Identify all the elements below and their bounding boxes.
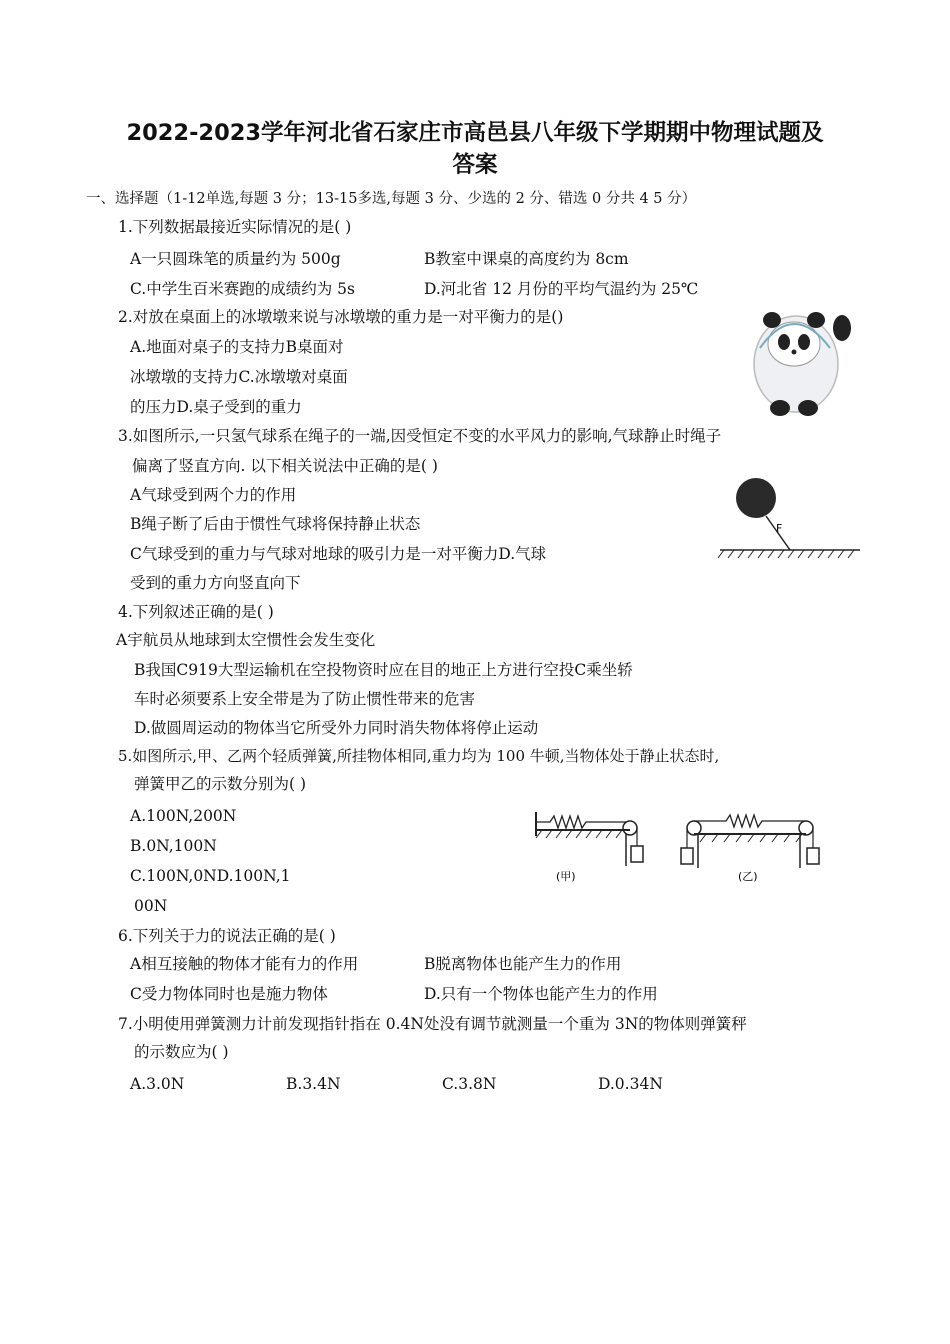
q4-stem: 4.下列叙述正确的是( ) (118, 603, 274, 621)
mascot-ear-right (807, 312, 825, 328)
q6-option-b: B脱离物体也能产生力的作用 (424, 955, 622, 973)
q7-option-c: C.3.8N (442, 1075, 497, 1093)
q1-option-c: C.中学生百米赛跑的成绩约为 5s (130, 280, 355, 298)
weight-right (807, 848, 819, 864)
q5-option-line-1: A.100N,200N (130, 807, 237, 825)
panda-mascot-figure (738, 298, 858, 418)
q5-stem-cont: 弹簧甲乙的示数分别为( ) (134, 775, 307, 793)
q1-stem: 1.下列数据最接近实际情况的是( ) (118, 218, 352, 236)
spring-figure-yi (676, 800, 832, 890)
weight-left (681, 848, 693, 864)
q4-option-d: D.做圆周运动的物体当它所受外力同时消失物体将停止运动 (134, 719, 539, 737)
q1-option-a: A一只圆珠笔的质量约为 500g (130, 250, 341, 268)
q3-option-d: 受到的重力方向竖直向下 (130, 574, 301, 592)
q4-option-a: A宇航员从地球到太空惯性会发生变化 (116, 631, 376, 649)
q6-stem: 6.下列关于力的说法正确的是( ) (118, 927, 336, 945)
mascot-nose (792, 350, 797, 355)
mascot-face (768, 322, 820, 366)
pulley (623, 821, 637, 835)
q7-option-b: B.3.4N (286, 1075, 341, 1093)
q6-option-c: C受力物体同时也是施力物体 (130, 985, 328, 1003)
q6-option-a: A相互接触的物体才能有力的作用 (130, 955, 359, 973)
force-label: F (776, 522, 783, 535)
q6-option-d: D.只有一个物体也能产生力的作用 (424, 985, 658, 1003)
q3-option-c: C气球受到的重力与气球对地球的吸引力是一对平衡力D.气球 (130, 545, 547, 563)
page-title-line-2: 答案 (452, 152, 498, 178)
q4-option-c: 车时必须要系上安全带是为了防止惯性带来的危害 (134, 690, 476, 708)
ground-hatch (718, 550, 854, 558)
q3-stem-cont: 偏离了竖直方向. 以下相关说法中正确的是( ) (132, 457, 438, 475)
mascot-leg-left (770, 400, 790, 416)
label-yi: (乙) (738, 870, 758, 883)
q7-stem: 7.小明使用弹簧测力计前发现指针指在 0.4N处没有调节就测量一个重为 3N的物体则弹簧秤 (118, 1015, 747, 1033)
weight (631, 846, 643, 862)
q7-option-d: D.0.34N (598, 1075, 663, 1093)
q5-stem: 5.如图所示,甲、乙两个轻质弹簧,所挂物体相同,重力均为 100 牛顿,当物体处于静止状态时, (118, 747, 720, 765)
page-title-line-1: 2022-2023学年河北省石家庄市高邑县八年级下学期期中物理试题及 (126, 120, 824, 146)
mascot-leg-right (798, 400, 818, 416)
label-jia: (甲) (556, 870, 576, 883)
balloon (736, 478, 776, 518)
pulley-right (799, 821, 813, 835)
q1-option-b: B教室中课桌的高度约为 8cm (424, 250, 629, 268)
q1-option-d: D.河北省 12 月份的平均气温约为 25℃ (424, 280, 699, 298)
mascot-arm-raised (833, 315, 851, 341)
mascot-ear-left (763, 312, 781, 328)
balloon-figure (716, 472, 862, 562)
spring-figure-jia (526, 800, 656, 890)
q2-options-line-1: A.地面对桌子的支持力B桌面对 (130, 338, 344, 356)
mascot-eye-left (778, 334, 790, 350)
q7-option-a: A.3.0N (130, 1075, 185, 1093)
q4-option-b: B我国C919大型运输机在空投物资时应在目的地正上方进行空投C乘坐轿 (134, 661, 633, 679)
pulley-left (687, 821, 701, 835)
q7-stem-cont: 的示数应为( ) (134, 1043, 229, 1061)
q2-options-line-3: 的压力D.桌子受到的重力 (130, 398, 302, 416)
q3-stem: 3.如图所示,一只氢气球系在绳子的一端,因受恒定不变的水平风力的影响,气球静止时绳子 (118, 427, 722, 445)
mascot-eye-right (798, 334, 810, 350)
q5-option-line-3: C.100N,0ND.100N,1 (130, 867, 291, 885)
q2-options-line-2: 冰墩墩的支持力C.冰墩墩对桌面 (130, 368, 348, 386)
spring (536, 816, 626, 828)
section-header: 一、选择题（1-12单选,每题 3 分；13-15多选,每题 3 分、少选的 2 分、错选 0 分共 4 5 分） (86, 191, 697, 207)
spring (694, 815, 806, 827)
q2-stem: 2.对放在桌面上的冰墩墩来说与冰墩墩的重力是一对平衡力的是() (118, 308, 564, 326)
q3-option-a: A气球受到两个力的作用 (130, 486, 297, 504)
q3-option-b: B绳子断了后由于惯性气球将保持静止状态 (130, 515, 421, 533)
q5-option-line-4: 00N (134, 897, 168, 915)
q5-option-line-2: B.0N,100N (130, 837, 217, 855)
